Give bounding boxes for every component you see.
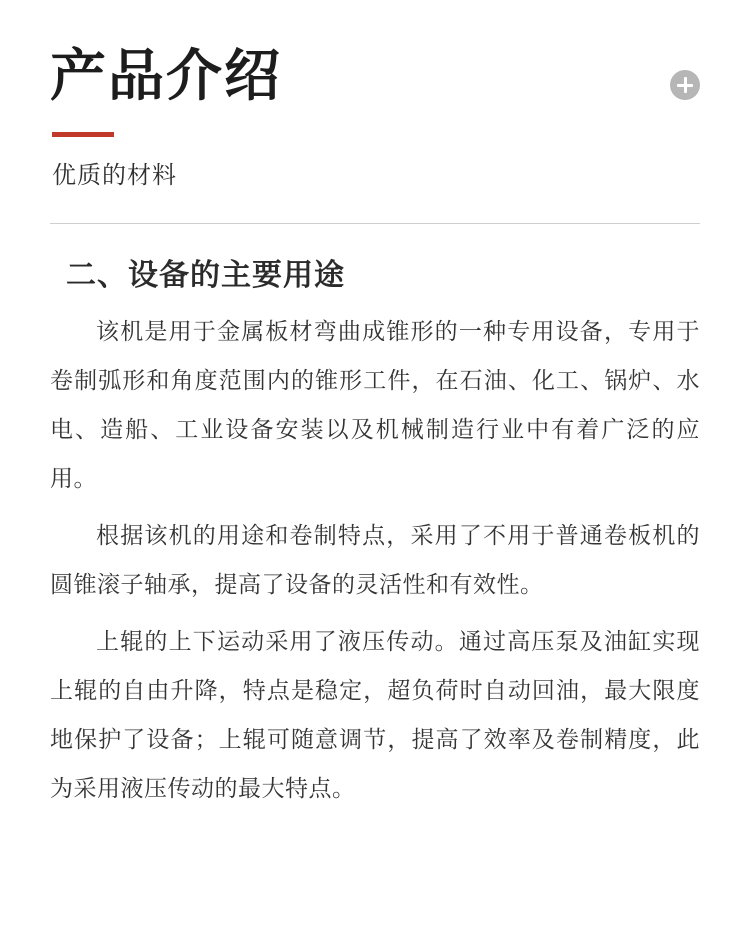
header-row	[50, 44, 700, 110]
plus-circle-icon[interactable]	[670, 70, 700, 100]
page-subtitle: 优质的材料	[52, 161, 177, 190]
article-paragraph: 上辊的上下运动采用了液压传动。通过高压泵及油缸实现上辊的自由升降，特点是稳定，超负荷时自动回油，最大限度地保护了设备；上辊可随意调节，提高了效率及卷制精度，此为采用液压传动的最大特点。	[50, 628, 700, 802]
page-title: 产品介绍	[50, 44, 282, 109]
article-paragraph: 根据该机的用途和卷制特点，采用了不用于普通卷板机的圆锥滚子轴承，提高了设备的灵活性和有效性。	[50, 522, 700, 598]
article-body	[0, 250, 750, 814]
divider-container	[0, 223, 750, 224]
accent-underline	[52, 132, 114, 137]
section-heading: 二、设备的主要用途	[66, 257, 345, 293]
page-header	[0, 0, 750, 193]
article-paragraph: 该机是用于金属板材弯曲成锥形的一种专用设备，专用于卷制弧形和角度范围内的锥形工件，在石油、化工、锅炉、水电、造船、工业设备安装以及机械制造行业中有着广泛的应用。	[50, 318, 700, 492]
section-divider	[50, 223, 700, 224]
